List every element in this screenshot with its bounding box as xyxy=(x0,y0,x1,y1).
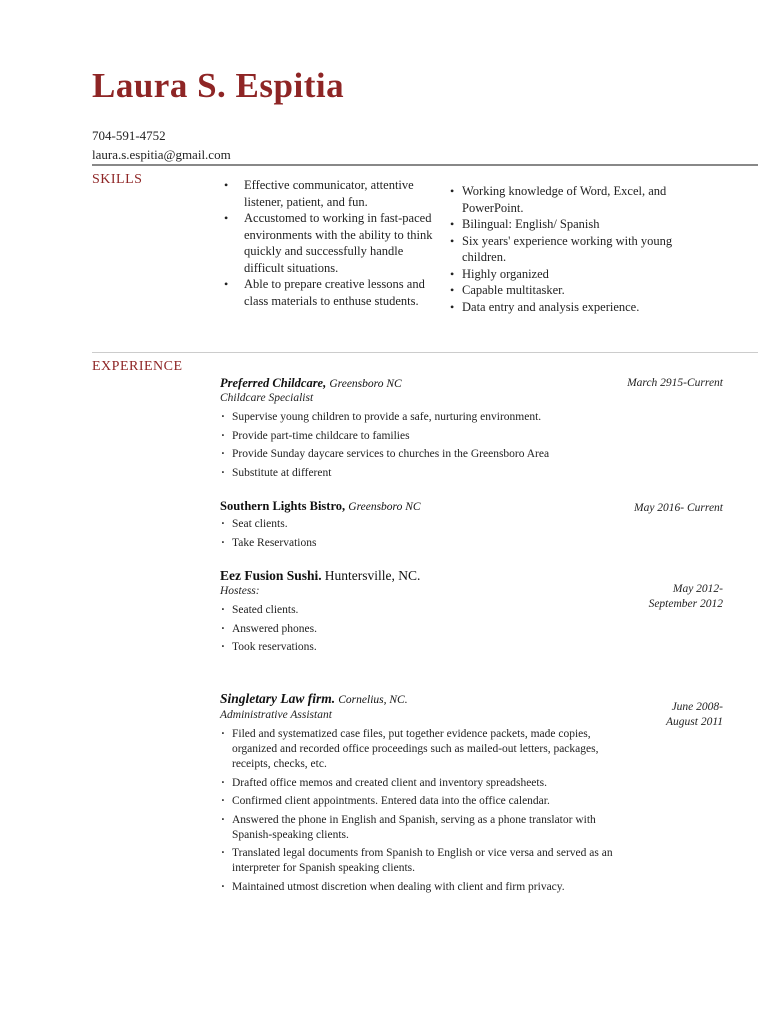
duty-item: · Answered phones. xyxy=(220,622,620,637)
job-title: Childcare Specialist xyxy=(220,392,314,404)
skill-item: • Accustomed to working in fast-paced environments with the ability to think quickly and successfully handle difficult situations. xyxy=(222,210,440,276)
duty-item: · Took reservations. xyxy=(220,640,620,655)
job-location: Greensboro NC xyxy=(329,378,402,390)
skill-item: • Bilingual: English/ Spanish xyxy=(448,216,688,233)
duty-item: · Provide Sunday daycare services to churches in the Greensboro Area xyxy=(220,447,620,462)
skill-item: • Data entry and analysis experience. xyxy=(448,299,688,316)
skills-left-column xyxy=(222,177,440,309)
job-title: Administrative Assistant xyxy=(220,709,332,721)
duty-item: · Maintained utmost discretion when dealing with client and firm privacy. xyxy=(220,880,615,895)
job-duties xyxy=(220,727,615,898)
job-duties xyxy=(220,410,620,484)
duty-item: · Supervise young children to provide a safe, nurturing environment. xyxy=(220,410,620,425)
skills-left-list xyxy=(222,177,440,309)
job-company: Southern Lights Bistro, xyxy=(220,499,346,513)
job-location: Greensboro NC xyxy=(348,501,421,513)
duty-item: · Drafted office memos and created client and inventory spreadsheets. xyxy=(220,776,615,791)
duty-item: · Filed and systematized case files, put together evidence packets, made copies, organized and recorded office proceedings such as mailed-out letters, packages, receipts, checks, etc. xyxy=(220,727,615,772)
experience-heading: EXPERIENCE xyxy=(92,359,183,374)
job-date-start: May 2012- xyxy=(672,583,723,595)
skills-right-column xyxy=(448,183,688,315)
skill-item: • Capable multitasker. xyxy=(448,282,688,299)
duty-item: · Provide part-time childcare to families xyxy=(220,429,620,444)
job-header xyxy=(220,568,420,584)
job-date xyxy=(649,582,723,612)
skill-item: • Able to prepare creative lessons and class materials to enthuse students. xyxy=(222,276,440,309)
resume-name: Laura S. Espitia xyxy=(92,66,345,105)
job-location: Cornelius, NC. xyxy=(338,694,408,706)
duty-item: · Translated legal documents from Spanish to English or vice versa and served as an interpreter for Spanish speaking clients. xyxy=(220,846,615,876)
job-duties xyxy=(220,517,620,554)
skills-heading: SKILLS xyxy=(92,172,143,187)
duty-item: · Take Reservations xyxy=(220,536,620,551)
job-header xyxy=(220,499,421,514)
job-company: Singletary Law firm. xyxy=(220,691,336,706)
skill-item: • Six years' experience working with young children. xyxy=(448,233,688,266)
duty-item: · Seat clients. xyxy=(220,517,620,532)
duty-item: · Confirmed client appointments. Entered data into the office calendar. xyxy=(220,794,615,809)
duty-item: · Substitute at different xyxy=(220,466,620,481)
skills-right-list xyxy=(448,183,688,315)
duty-item: · Seated clients. xyxy=(220,603,620,618)
job-duties xyxy=(220,603,620,659)
job-date-end: September 2012 xyxy=(648,598,723,610)
job-date: May 2016- Current xyxy=(633,502,723,514)
job-title: Hostess: xyxy=(220,585,260,597)
email-address: laura.s.espitia@gmail.com xyxy=(92,147,231,162)
header-divider xyxy=(92,164,758,166)
job-date xyxy=(666,700,723,730)
job-date: March 2915-Current xyxy=(627,377,723,389)
job-date-end: August 2011 xyxy=(666,716,723,728)
skill-item: • Effective communicator, attentive listener, patient, and fun. xyxy=(222,177,440,210)
job-date-start: June 2008- xyxy=(671,701,723,713)
job-company: Eez Fusion Sushi. xyxy=(220,568,322,583)
skill-item: • Highly organized xyxy=(448,266,688,283)
skills-divider xyxy=(92,352,758,353)
skill-item: • Working knowledge of Word, Excel, and PowerPoint. xyxy=(448,183,688,216)
job-location: Huntersville, NC. xyxy=(324,568,421,583)
duty-item: · Answered the phone in English and Spanish, serving as a phone translator with Spanish-speaking clients. xyxy=(220,813,615,843)
job-company: Preferred Childcare, xyxy=(220,376,327,390)
phone-number: 704-591-4752 xyxy=(92,128,166,143)
job-header xyxy=(220,376,402,391)
job-header xyxy=(220,691,408,707)
